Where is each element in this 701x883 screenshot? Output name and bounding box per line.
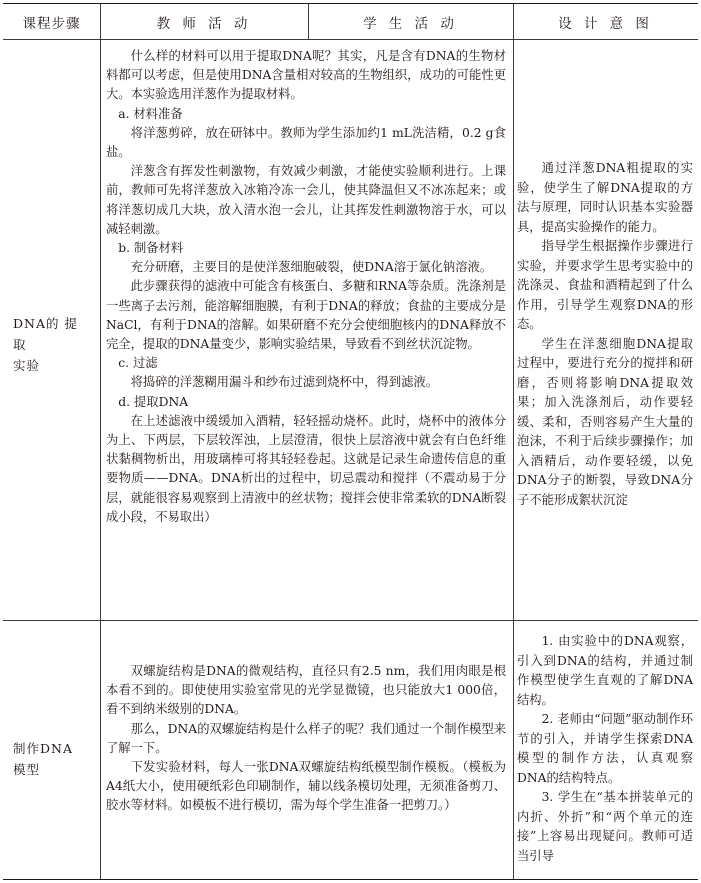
paragraph: 3. 学生在“基本拼装单元的内折、外折”和“两个单元的连接”上容易出现疑问。教师可适当引导 (517, 790, 693, 863)
paragraph: 将洋葱剪碎，放在研钵中。教师为学生添加约1 mL洗洁精，0.2 g食盐。 (106, 125, 506, 160)
intent-dna-model (517, 632, 693, 866)
paragraph: 此步骤获得的滤液中可能含有核蛋白、多糖和RNA等杂质。洗涤剂是一些离子去污剂，能溶解细胞膜，有利于DNA的释放；食盐的主要成分是NaCl，有利于DNA的溶解。如果研磨不充分会使细胞核内的DNA释放不完全，提取的DNA量变少，影响实验结果，导致看不到丝状沉淀物。 (106, 279, 506, 352)
stage-dna-model (13, 738, 91, 780)
stage-label-line: 制作DNA (13, 741, 73, 756)
header-design-intent: 设 计 意 图 (558, 15, 653, 32)
paragraph: 1. 由实验中的DNA观察，引入到DNA的结构，并通过制作模型使学生直观的了解DNA结构。 (517, 634, 693, 707)
paragraph: 那么，DNA的双螺旋结构是什么样子的呢？我们通过一个制作模型来了解一下。 (106, 721, 506, 755)
paragraph: 双螺旋结构是DNA的微观结构，直径只有2.5 nm，我们用肉眼是根本看不到的。即使使用实验室常见的光学显微镜，也只能放大1 000倍，看不到纳米级别的DNA。 (106, 664, 506, 717)
paragraph: 充分研磨，主要目的是使洋葱细胞破裂，使DNA溶于氯化钠溶液。 (130, 260, 493, 275)
stage-dna-extraction (13, 313, 91, 376)
column-divider (100, 4, 101, 879)
header-stage: 课程步骤 (22, 15, 81, 32)
header-student-activity: 学 生 活 动 (363, 15, 458, 32)
step-heading: c. 过滤 (118, 356, 158, 371)
step-heading: b. 制备材料 (118, 241, 184, 256)
paragraph: 将捣碎的洋葱糊用漏斗和纱布过滤到烧杯中，得到滤液。 (130, 375, 439, 390)
row-rule (3, 620, 698, 621)
paragraph: 学生在洋葱细胞DNA提取过程中，要进行充分的搅拌和研磨，否则将影响DNA提取效果；加入洗涤剂后，动作要轻缓、柔和，否则容易产生大量的泡沫，不利于后续步骤操作；加入酒精后，动作要轻缓，以免DNA分子的断裂，导致DNA分子不能形成絮状沉淀 (517, 336, 693, 507)
lesson-plan-table (3, 3, 698, 880)
paragraph: 洋葱含有挥发性刺激物，有效减少刺激，才能使实验顺利进行。上课前，教师可先将洋葱放入冰箱冷冻一会儿，使其降温但又不冰冻起来；或将洋葱切成几大块，放入清水泡一会儿，让其挥发性刺激物溶于水，可以减轻刺激。 (106, 164, 506, 236)
column-divider (513, 4, 514, 879)
step-heading: d. 提取DNA (118, 394, 189, 409)
stage-label-line: 实验 (13, 358, 41, 373)
activity-dna-extraction (106, 47, 506, 527)
intent-dna-extraction (517, 159, 693, 510)
paragraph: 指导学生根据操作步骤进行实验，并要求学生思考实验中的洗涤灵、食盐和酒精起到了什么作用，引导学生观察DNA的形态。 (517, 239, 693, 331)
paragraph: 在上述滤液中缓缓加入酒精，轻轻摇动烧杯。此时，烧杯中的液体分为上、下两层，下层较浑浊，上层澄清，很快上层溶液中就会有白色纤维状黏稠物析出，用玻璃棒可将其轻轻卷起。这就是记录生命遗传信息的重要物质——DNA。DNA析出的过程中，切忌震动和搅拌（不震动易于分层，就能很容易观察到上清液中的丝状物；搅拌会使非常柔软的DNA断裂成小段，不易取出） (106, 413, 506, 524)
paragraph: 2. 老师由“问题”驱动制作环节的引入，并请学生探索DNA模型的制作方法，认真观察DNA的结构特点。 (517, 712, 693, 785)
paragraph: 通过洋葱DNA粗提取的实验，使学生了解DNA提取的方法与原理，同时认识基本实验器具，提高实验操作的能力。 (517, 161, 693, 234)
activity-dna-model (106, 662, 506, 816)
paragraph: 下发实验材料，每人一张DNA双螺旋结构纸模型制作模板。（模板为A4纸大小，使用硬纸彩色印刷制作，辅以线条模切处理，无须准备剪刀、胶水等材料。如模板不进行模切，需为每个学生准备一把剪刀。） (106, 760, 506, 813)
stage-label-line: DNA的 提 取 (13, 316, 78, 352)
header-rule (3, 39, 698, 40)
paragraph: 什么样的材料可以用于提取DNA呢？其实，凡是含有DNA的生物材料都可以考虑，但是使用DNA含量相对较高的生物组织，成功的可能性更大。本实验选用洋葱作为提取材料。 (106, 49, 506, 102)
header-teacher-activity: 教 师 活 动 (156, 15, 252, 32)
step-heading: a. 材料准备 (118, 106, 183, 121)
stage-label-line: 模型 (13, 762, 41, 777)
